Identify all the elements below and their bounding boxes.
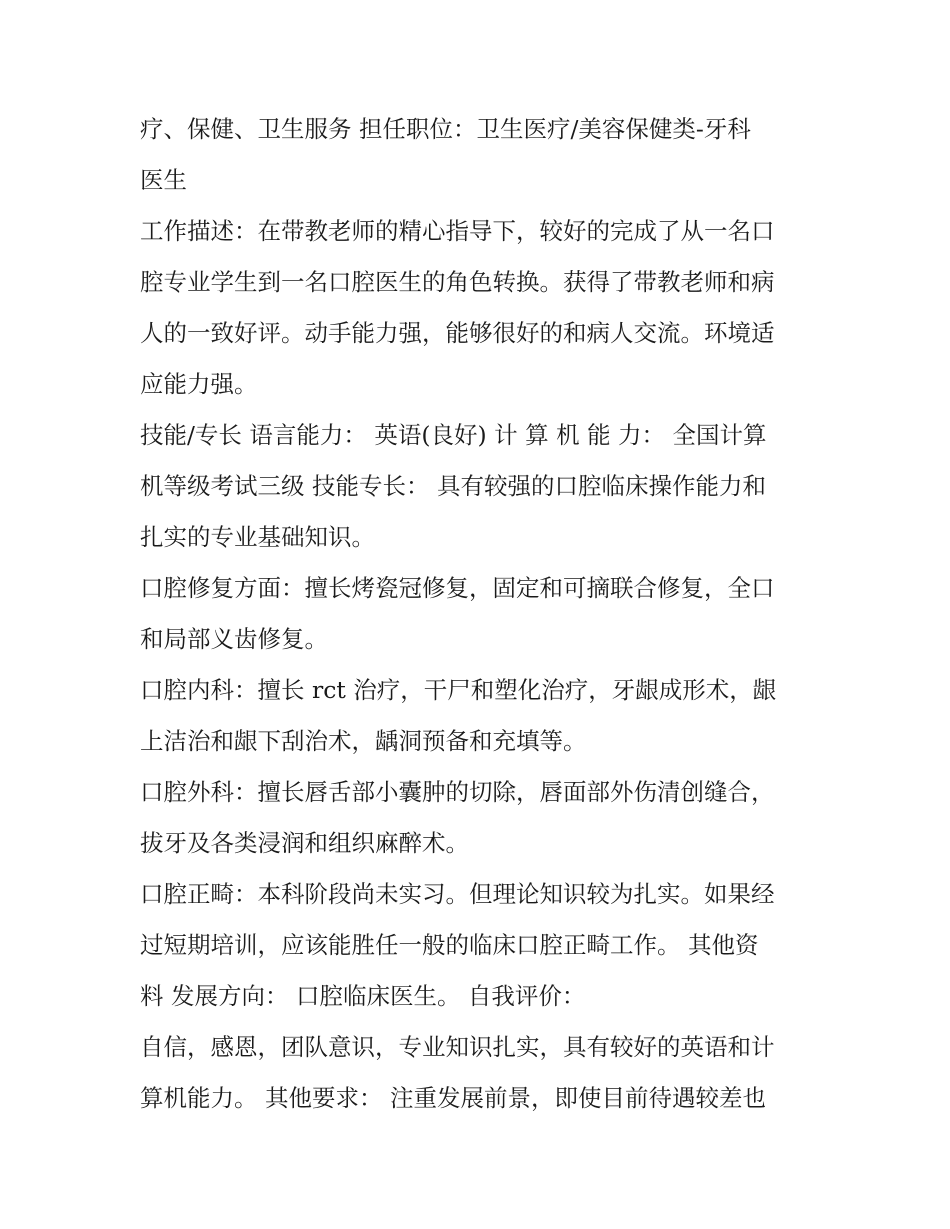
- text-line: 和局部义齿修复。: [140, 625, 328, 653]
- text-line: 料 发展方向： 口腔临床医生。 自我评价：: [140, 982, 586, 1010]
- text-line: 扎实的专业基础知识。: [140, 523, 375, 551]
- text-line: 腔专业学生到一名口腔医生的角色转换。获得了带教老师和病: [140, 268, 775, 296]
- text-line: 技能/专长 语言能力： 英语(良好) 计 算 机 能 力： 全国计算: [140, 421, 767, 449]
- text-line: 上洁治和龈下刮治术，龋洞预备和充填等。: [140, 727, 587, 755]
- text-line: 医生: [140, 166, 187, 194]
- document-body: [140, 104, 815, 1124]
- text-line: 疗、保健、卫生服务 担任职位：卫生医疗/美容保健类-牙科: [140, 115, 751, 143]
- text-line: 应能力强。: [140, 370, 258, 398]
- text-line: 自信，感恩，团队意识，专业知识扎实，具有较好的英语和计: [140, 1033, 775, 1061]
- text-line: 口腔外科：擅长唇舌部小囊肿的切除，唇面部外伤清创缝合，: [140, 778, 775, 806]
- text-line: 拔牙及各类浸润和组织麻醉术。: [140, 829, 469, 857]
- text-line: 人的一致好评。动手能力强，能够很好的和病人交流。环境适: [140, 319, 775, 347]
- text-line: 算机能力。 其他要求： 注重发展前景，即使目前待遇较差也: [140, 1084, 766, 1112]
- text-line: 工作描述：在带教老师的精心指导下，较好的完成了从一名口: [140, 217, 775, 245]
- text-line: 机等级考试三级 技能专长： 具有较强的口腔临床操作能力和: [140, 472, 766, 500]
- text-line: 口腔修复方面：擅长烤瓷冠修复，固定和可摘联合修复，全口: [140, 574, 775, 602]
- text-line: 口腔正畸：本科阶段尚未实习。但理论知识较为扎实。如果经: [140, 880, 775, 908]
- text-line: 口腔内科：擅长 rct 治疗，干尸和塑化治疗，牙龈成形术，龈: [140, 676, 777, 704]
- text-line: 过短期培训，应该能胜任一般的临床口腔正畸工作。 其他资: [140, 931, 759, 959]
